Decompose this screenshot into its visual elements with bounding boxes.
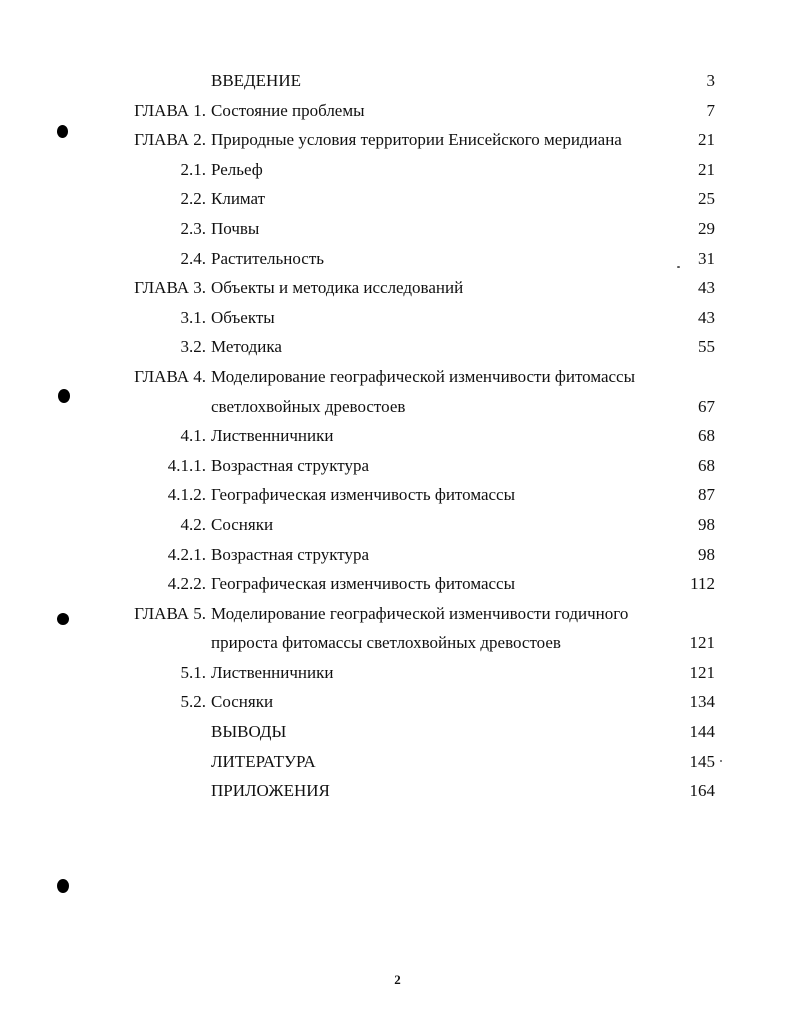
toc-entry: [0, 628, 795, 658]
toc-entry-page: 25: [698, 189, 715, 209]
toc-entry: [0, 244, 795, 274]
toc-entry-number: ГЛАВА 2.: [134, 130, 206, 150]
toc-entry-number: ГЛАВА 3.: [134, 278, 206, 298]
toc-entry-number: 5.1.: [180, 662, 206, 682]
toc-entry-page: 21: [698, 130, 715, 150]
toc-entry-title: Моделирование географической изменчивости годичного: [211, 603, 629, 623]
toc-entry-number: ГЛАВА 5.: [134, 603, 206, 623]
toc-entry-title: прироста фитомассы светлохвойных древостоев: [211, 633, 561, 653]
toc-entry: [0, 747, 795, 777]
toc-entry-page: 7: [706, 100, 715, 120]
toc-entry-page: 144: [689, 722, 715, 742]
toc-entry-page: 68: [698, 426, 715, 446]
toc-entry-title: Моделирование географической изменчивости фитомассы: [211, 366, 636, 386]
toc-entry-page: 134: [689, 692, 715, 712]
toc-entry-title: Природные условия территории Енисейского меридиана: [211, 130, 622, 150]
toc-entry: [0, 540, 795, 570]
toc-entry-page: 3: [706, 71, 715, 90]
toc-entry-title: Состояние проблемы: [211, 100, 365, 120]
toc-entry: [0, 125, 795, 155]
toc-entry: [0, 273, 795, 303]
toc-entry-number: ГЛАВА 4.: [134, 366, 206, 386]
toc-entry-number: 3.1.: [180, 307, 206, 327]
toc-entry-page: 87: [698, 485, 715, 505]
toc-entry-title: Возрастная структура: [211, 544, 370, 564]
toc-entry-page: 164: [689, 781, 715, 801]
toc-entry-title: Рельеф: [211, 159, 263, 179]
toc-entry-number: 4.1.1.: [167, 455, 206, 475]
toc-entry-number: 5.2.: [180, 692, 206, 712]
toc-entry-number: 2.1.: [180, 159, 206, 179]
toc-entry-page: 43: [698, 278, 715, 298]
toc-entry-title: Географическая изменчивость фитомассы: [211, 485, 516, 505]
toc-entry-title: ЛИТЕРАТУРА: [211, 751, 316, 771]
toc-entry-number: 2.3.: [180, 218, 206, 238]
toc-entry-page: 98: [698, 544, 715, 564]
toc-entry-title: Климат: [211, 189, 266, 209]
toc-entry-title: Географическая изменчивость фитомассы: [211, 574, 516, 594]
toc-entry-page: 29: [698, 218, 715, 238]
toc-entry-number: 4.2.1.: [167, 544, 206, 564]
toc-entry: [0, 480, 795, 510]
toc-entry-page: 43: [698, 307, 715, 327]
toc-entry-title: ВЫВОДЫ: [211, 722, 287, 742]
toc-entry-number: 4.1.2.: [167, 485, 206, 505]
toc-entry-page: 121: [689, 633, 715, 653]
toc-entry: [0, 451, 795, 481]
toc-entry-page: 98: [698, 514, 715, 534]
toc-entry: [0, 96, 795, 126]
toc-entry: [0, 303, 795, 333]
toc-entry-title: Сосняки: [211, 514, 274, 534]
toc-entry: [0, 66, 795, 96]
toc-entry-page: 55: [698, 337, 715, 357]
table-of-contents: [0, 66, 795, 806]
toc-entry-number: ГЛАВА 1.: [134, 100, 206, 120]
toc-entry-title: Растительность: [211, 248, 325, 268]
page-number: 2: [394, 972, 401, 987]
toc-entry: [0, 717, 795, 747]
toc-entry-page: 31: [698, 248, 715, 268]
toc-entry-title: Методика: [211, 337, 282, 357]
toc-entry-title: Возрастная структура: [211, 455, 370, 475]
toc-entry: [0, 155, 795, 185]
toc-entry-number: 3.2.: [180, 337, 206, 357]
toc-entry-number: 2.2.: [180, 189, 206, 209]
toc-entry-number: 4.2.: [180, 514, 206, 534]
toc-entry-number: 2.4.: [180, 248, 206, 268]
toc-entry: [0, 362, 795, 392]
toc-entry-title: Объекты: [211, 307, 275, 327]
toc-entry: [0, 332, 795, 362]
toc-entry-page: 121: [689, 662, 715, 682]
toc-entry-title: ПРИЛОЖЕНИЯ: [211, 781, 330, 801]
toc-entry: [0, 392, 795, 422]
punch-hole-mark: [57, 879, 69, 893]
toc-entry: [0, 510, 795, 540]
toc-entry: [0, 599, 795, 629]
toc-entry-page: 145: [689, 751, 715, 771]
toc-entry-title: Сосняки: [211, 692, 274, 712]
toc-entry-title: Объекты и методика исследований: [211, 278, 464, 298]
toc-entry-number: 4.2.2.: [167, 574, 206, 594]
toc-entry: [0, 687, 795, 717]
toc-entry-page: 21: [698, 159, 715, 179]
toc-entry: [0, 569, 795, 599]
toc-entry: [0, 421, 795, 451]
toc-entry-title: светлохвойных древостоев: [211, 396, 406, 416]
toc-entry-title: Лиственничники: [211, 662, 334, 682]
toc-entry: [0, 184, 795, 214]
toc-entry-title: ВВЕДЕНИЕ: [211, 71, 301, 90]
toc-entry-title: Почвы: [211, 218, 260, 238]
toc-entry: [0, 214, 795, 244]
toc-entry-page: 112: [690, 574, 715, 594]
toc-entry: [0, 776, 795, 806]
toc-entry-page: 67: [698, 396, 715, 416]
toc-entry-page: 68: [698, 455, 715, 475]
toc-entry-title: Лиственничники: [211, 426, 334, 446]
toc-entry: [0, 658, 795, 688]
toc-entry-number: 4.1.: [180, 426, 206, 446]
